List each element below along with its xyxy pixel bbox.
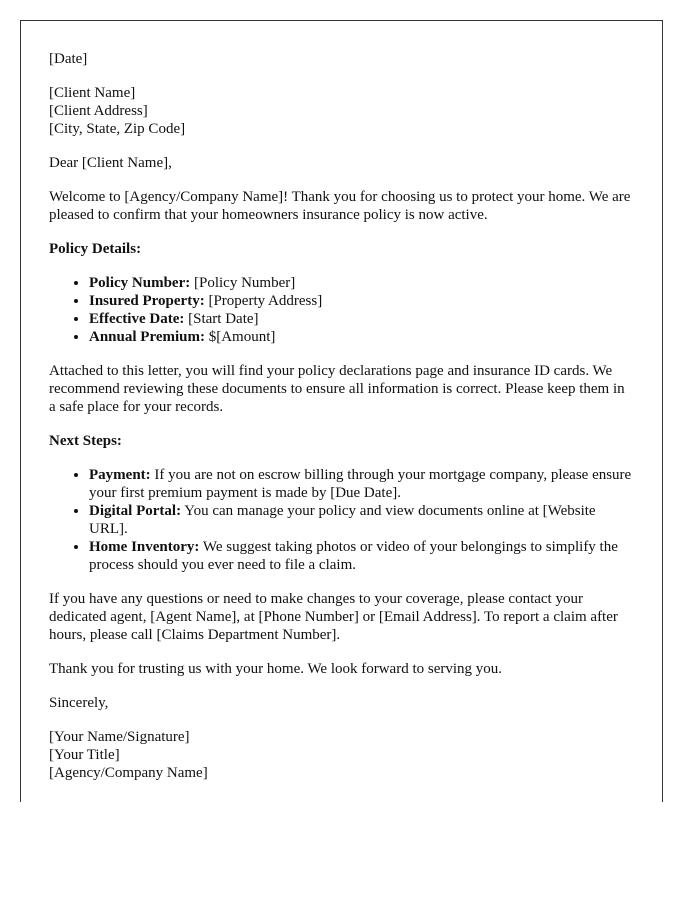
sender-title: [Your Title] [49, 747, 120, 763]
client-name: [Client Name] [49, 85, 136, 101]
next-steps-heading [49, 432, 632, 450]
policy-heading [49, 240, 632, 258]
contact-paragraph: If you have any questions or need to make changes to your coverage, please contact your dedicated agent, [Agent Name], at [Phone Number] or [Email Address]. To report a claim after hours, please call [Claims Department Number]. [49, 591, 618, 643]
item-value: If you are not on escrow billing through your mortgage company, please ensure your first premium payment is made by [Due Date]. [89, 467, 632, 501]
intro-paragraph: Welcome to [Agency/Company Name]! Thank you for choosing us to protect your home. We are pleased to confirm that your homeowners insurance policy is now active. [49, 189, 631, 223]
item-value: You can manage your policy and view documents online at [Website URL]. [89, 503, 596, 537]
next-steps-heading-text: Next Steps: [49, 433, 122, 449]
closing: Sincerely, [49, 695, 109, 711]
next-steps-list [49, 466, 632, 574]
item-value: [Start Date] [184, 311, 259, 327]
list-item [89, 292, 632, 310]
item-label: Payment: [89, 467, 151, 483]
item-label: Policy Number: [89, 275, 191, 291]
signature-block [49, 728, 632, 782]
list-item [89, 502, 632, 538]
item-value: $[Amount] [204, 329, 276, 345]
item-label: Home Inventory: [89, 539, 200, 555]
recipient-address [49, 84, 632, 138]
list-item [89, 328, 632, 346]
item-value: We suggest taking photos or video of your belongings to simplify the process should you ever need to file a claim. [89, 539, 618, 573]
client-address: [Client Address] [49, 103, 148, 119]
date: [Date] [49, 51, 88, 67]
client-city: [City, State, Zip Code] [49, 121, 186, 137]
letter [20, 20, 663, 802]
item-label: Annual Premium: [89, 329, 205, 345]
policy-heading-text: Policy Details: [49, 241, 142, 257]
policy-details-list [49, 274, 632, 346]
salutation: Dear [Client Name], [49, 155, 172, 171]
item-label: Effective Date: [89, 311, 185, 327]
sender-name: [Your Name/Signature] [49, 729, 190, 745]
list-item [89, 310, 632, 328]
item-label: Insured Property: [89, 293, 205, 309]
item-label: Digital Portal: [89, 503, 182, 519]
thanks-paragraph: Thank you for trusting us with your home. We look forward to serving you. [49, 661, 503, 677]
attached-paragraph: Attached to this letter, you will find your policy declarations page and insurance ID cards. We recommend reviewing these documents to ensure all information is correct. Please keep them in a safe place for your records. [49, 363, 625, 415]
item-value: [Policy Number] [190, 275, 296, 291]
item-value: [Property Address] [204, 293, 323, 309]
list-item [89, 538, 632, 574]
list-item [89, 466, 632, 502]
sender-company: [Agency/Company Name] [49, 765, 208, 781]
list-item [89, 274, 632, 292]
